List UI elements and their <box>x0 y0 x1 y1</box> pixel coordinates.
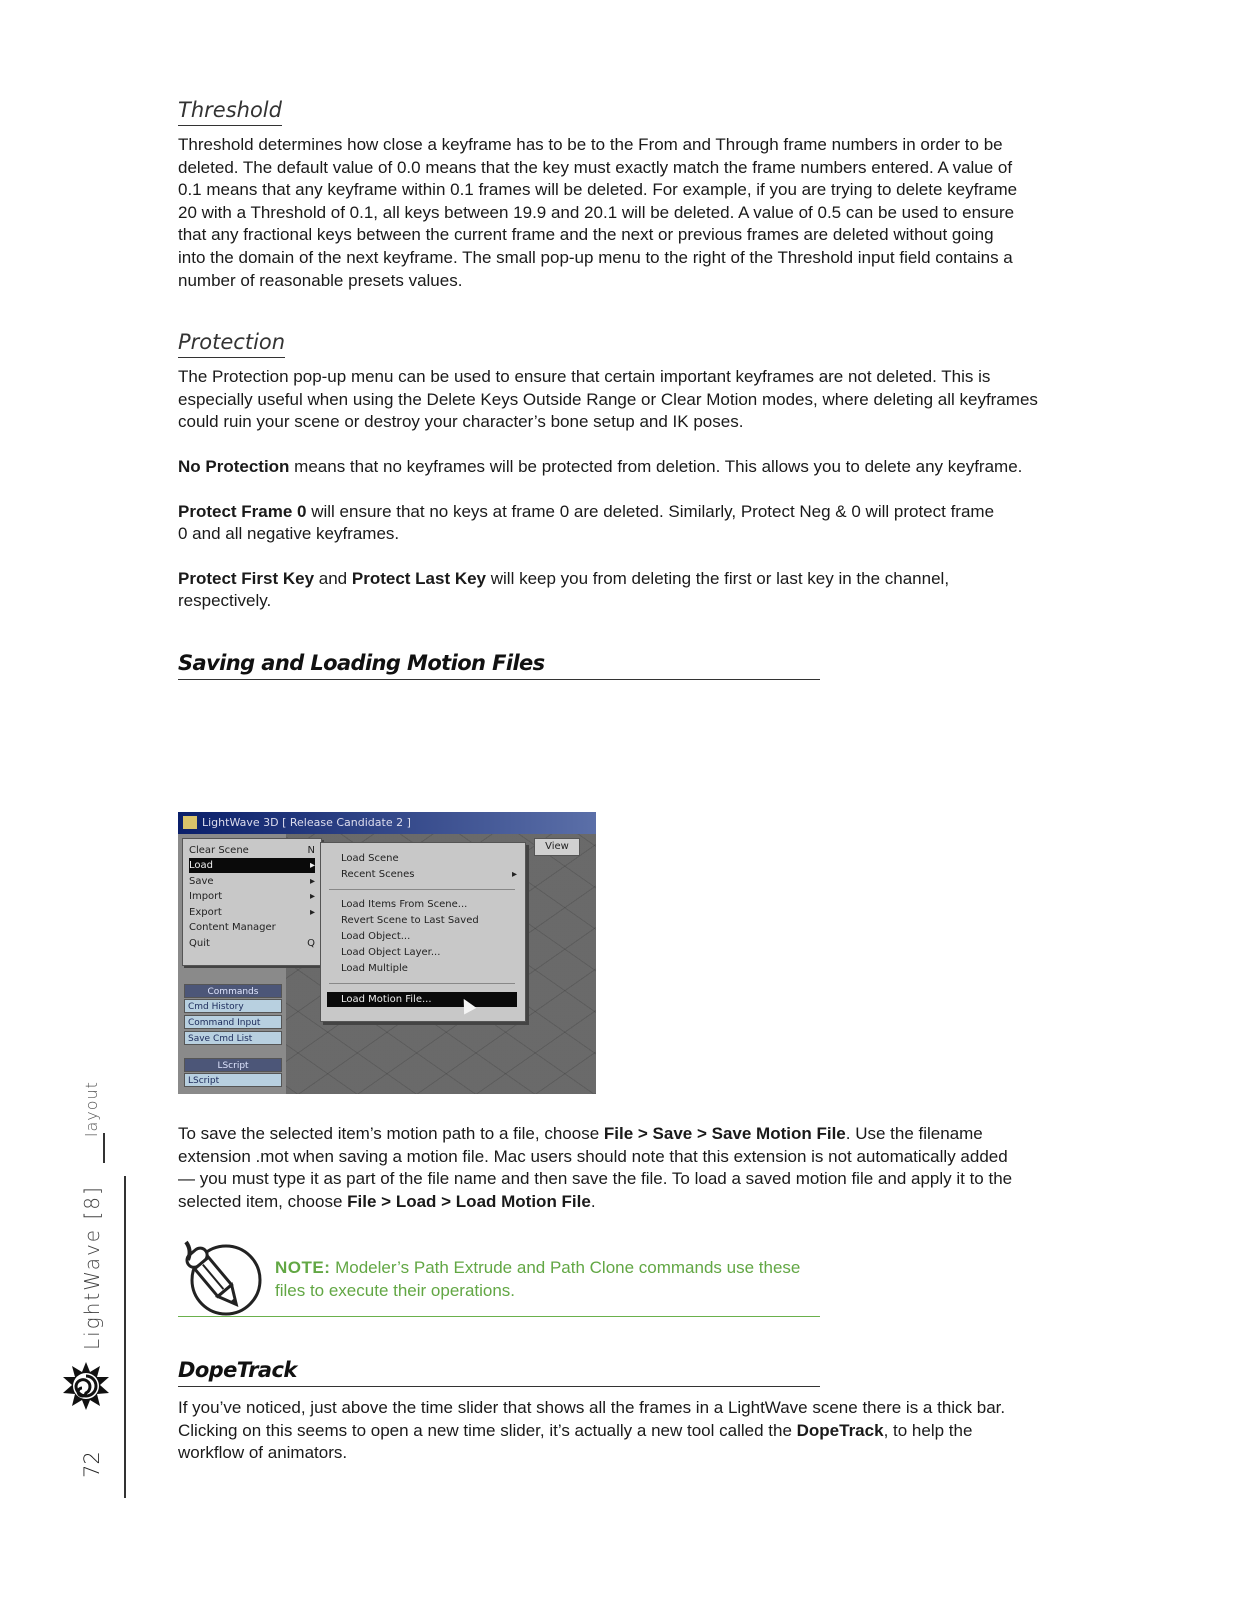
menu-item-load-multiple[interactable]: Load Multiple <box>341 963 408 974</box>
protect-frame-paragraph: Protect Frame 0 will ensure that no keys at frame 0 are deleted. Similarly, Protect Neg & 0 will protect frame 0 and all negative keyframes. <box>178 501 995 544</box>
screenshot-titlebar: LightWave 3D [ Release Candidate 2 ] <box>178 812 596 834</box>
rail-line <box>124 1176 126 1498</box>
page-number: 72 <box>80 1451 104 1478</box>
menu-item-quit[interactable]: Quit Q <box>189 938 315 949</box>
pencil-circle-icon <box>178 1238 264 1318</box>
dopetrack-paragraph: If you’ve noticed, just above the time slider that shows all the frames in a LightWave scene there is a thick bar. Clicking on this seems to open a new time slider, it’s actually a new tool called the DopeTrack, to help the workflow of animators. <box>178 1398 1006 1463</box>
menu-item-content-manager[interactable]: Content Manager <box>189 922 276 933</box>
dopetrack-heading: DopeTrack <box>178 1358 820 1387</box>
menu-item-load-scene[interactable]: Load Scene <box>341 853 399 864</box>
lightwave-file-menu-screenshot <box>178 812 596 1094</box>
menu-item-load-object[interactable]: Load Object... <box>341 931 411 942</box>
protect-key-paragraph: Protect First Key and Protect Last Key will keep you from deleting the first or last key in the channel, respectively. <box>178 568 950 611</box>
menu-item-save[interactable]: Save ▸ <box>189 876 315 887</box>
page-content <box>178 98 1038 680</box>
note-box <box>178 1240 820 1317</box>
app-icon <box>183 816 197 829</box>
cmd-history-button[interactable]: Cmd History <box>184 999 282 1013</box>
menu-item-clear-scene[interactable]: Clear Scene N <box>189 845 315 856</box>
saving-heading: Saving and Loading Motion Files <box>178 651 820 680</box>
file-menu <box>182 838 322 966</box>
menu-item-export[interactable]: Export ▸ <box>189 907 315 918</box>
view-tab[interactable]: View <box>534 838 580 856</box>
book-title: LightWave [8] <box>80 1185 104 1350</box>
menu-item-load[interactable]: Load ▸ <box>189 860 315 871</box>
menu-item-load-object-layer[interactable]: Load Object Layer... <box>341 947 441 958</box>
no-protection-paragraph: No Protection means that no keyframes will be protected from deletion. This allows you to delete any keyframe. <box>178 456 1023 476</box>
dopetrack-section <box>178 1358 1038 1465</box>
menu-item-import[interactable]: Import ▸ <box>189 891 315 902</box>
menu-item-load-items-from-scene[interactable]: Load Items From Scene... <box>341 899 468 910</box>
threshold-heading: Threshold <box>178 98 282 126</box>
menu-item-recent-scenes[interactable]: Recent Scenes ▸ <box>341 869 517 880</box>
saving-paragraph: To save the selected item’s motion path to a file, choose File > Save > Save Motion File. Use the filename extension .mot when saving a motion file. Mac users should note that this extension is not automatically added — you must type it as part of the file name and then save the file. To load a saved motion file and apply it to the selected item, choose File > Load > Load Motion File. <box>178 1124 1013 1211</box>
lightwave-swirl-logo <box>62 1362 110 1410</box>
save-cmd-list-button[interactable]: Save Cmd List <box>184 1031 282 1045</box>
note-text: NOTE: Modeler’s Path Extrude and Path Clone commands use these files to execute their operations. <box>275 1258 801 1300</box>
section-label: layout <box>82 1081 101 1137</box>
command-input-button[interactable]: Command Input <box>184 1015 282 1029</box>
commands-header: Commands <box>184 984 282 998</box>
lscript-button[interactable]: LScript <box>184 1073 282 1087</box>
rail-tick <box>103 1133 105 1163</box>
load-submenu <box>320 842 526 1022</box>
protection-intro: The Protection pop-up menu can be used to ensure that certain important keyframes are not deleted. This is especially useful when using the Delete Keys Outside Range or Clear Motion modes, where deleting all keyframes could ruin your scene or destroy your character’s bone setup and IK poses. <box>178 367 1038 432</box>
threshold-body: Threshold determines how close a keyframe has to be to the From and Through frame numbers in order to be deleted. The default value of 0.0 means that the key must exactly match the frame numbers entered. A value of 0.1 means that any keyframe within 0.1 frames will be deleted. For example, if you are trying to delete keyframe 20 with a Threshold of 0.1, all keys between 19.9 and 20.1 will be deleted. A value of 0.5 can be used to ensure that any fractional keys between the current frame and the next or previous frames are deleted without going into the domain of the next keyframe. The small pop-up menu to the right of the Threshold input field contains a number of reasonable presets values. <box>178 135 1018 290</box>
menu-item-load-motion-file[interactable]: Load Motion File... <box>327 992 517 1007</box>
protection-heading: Protection <box>178 330 285 358</box>
menu-item-revert-scene[interactable]: Revert Scene to Last Saved <box>341 915 479 926</box>
lscript-header: LScript <box>184 1058 282 1072</box>
saving-body-block <box>178 1123 1038 1213</box>
